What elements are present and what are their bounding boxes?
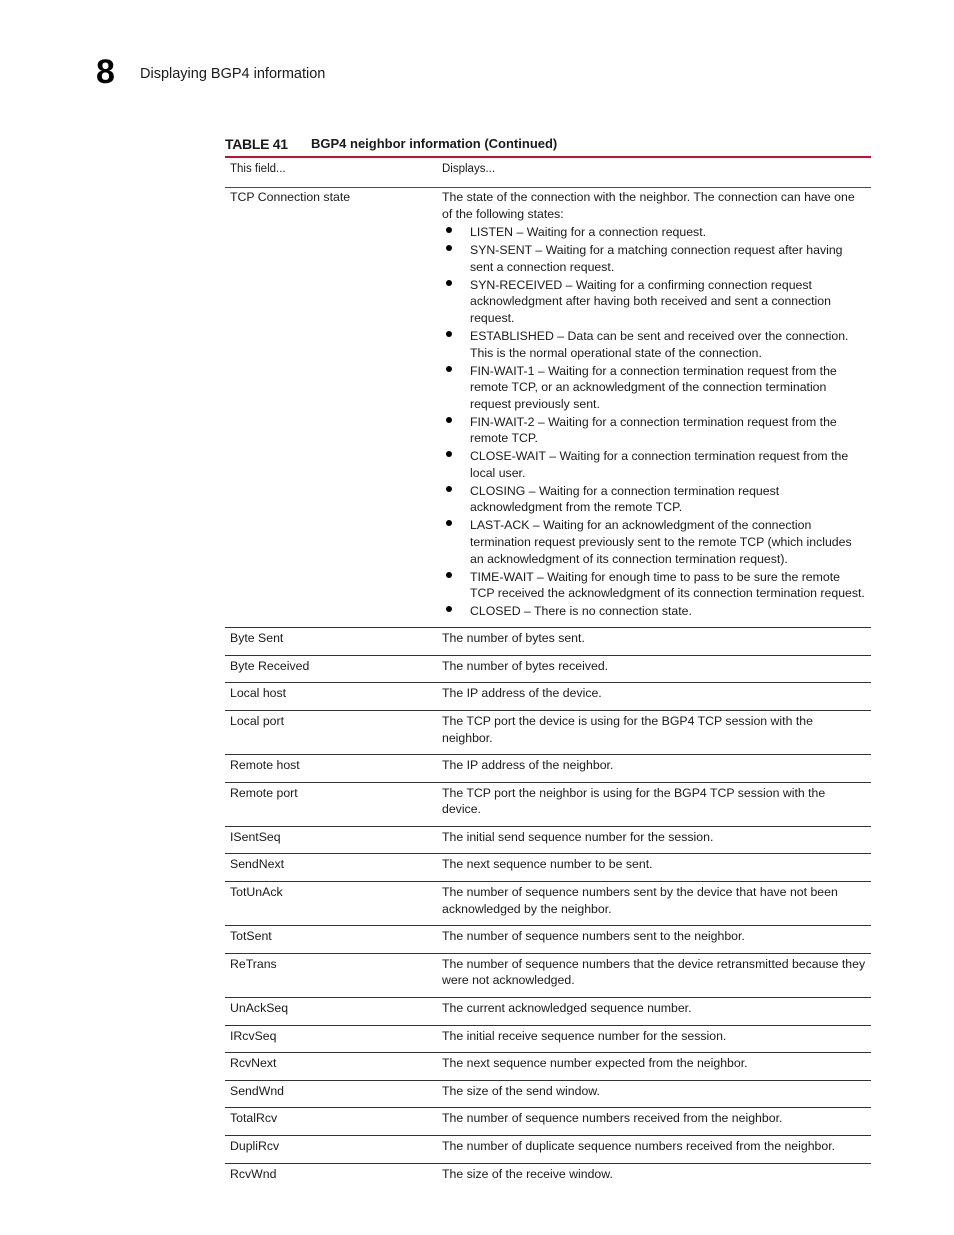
bullet-icon (446, 486, 452, 492)
field-cell: UnAckSeq (225, 998, 437, 1026)
tcp-state-item (442, 328, 866, 361)
tcp-state-text: LAST-ACK – Waiting for an acknowledgment of the connection termination request previously sent to the remote TCP (which includes an acknowledgment of its connection termination request). (470, 518, 852, 566)
description-cell: The IP address of the device. (437, 683, 871, 711)
description-cell: The IP address of the neighbor. (437, 755, 871, 783)
tcp-state-item (442, 277, 866, 327)
table-header-row (225, 158, 871, 188)
table-row (225, 1053, 871, 1081)
field-cell: Local port (225, 710, 437, 754)
table-row (225, 655, 871, 683)
tcp-state-text: FIN-WAIT-1 – Waiting for a connection termination request from the remote TCP, or an acknowledgment of the connection termination request previously sent. (470, 363, 837, 411)
tcp-state-text: ESTABLISHED – Data can be sent and received over the connection. This is the normal operational state of the connection. (470, 328, 849, 360)
description-cell: The number of bytes sent. (437, 628, 871, 656)
field-cell: SendWnd (225, 1080, 437, 1108)
field-cell: DupliRcv (225, 1136, 437, 1164)
description-cell: The initial receive sequence number for the session. (437, 1025, 871, 1053)
table-caption (225, 135, 871, 157)
table-row (225, 998, 871, 1026)
tcp-state-list (442, 224, 866, 620)
tcp-state-intro: The state of the connection with the neighbor. The connection can have one of the following states: (442, 190, 855, 221)
bgp4-neighbor-table (225, 158, 871, 1190)
table-row (225, 953, 871, 997)
bullet-icon (446, 572, 452, 578)
description-cell: The next sequence number to be sent. (437, 854, 871, 882)
description-cell: The number of duplicate sequence numbers received from the neighbor. (437, 1136, 871, 1164)
tcp-state-item (442, 363, 866, 413)
tcp-state-text: TIME-WAIT – Waiting for enough time to pass to be sure the remote TCP received the acknowledgment of its connection termination request. (470, 569, 865, 601)
tcp-state-item (442, 569, 866, 602)
bullet-icon (446, 520, 452, 526)
table-row (225, 683, 871, 711)
tcp-state-item (442, 483, 866, 516)
column-header-field: This field... (225, 158, 437, 188)
table-row (225, 1163, 871, 1190)
tcp-state-text: CLOSED – There is no connection state. (470, 604, 692, 619)
tcp-state-item (442, 448, 866, 481)
field-cell: Remote host (225, 755, 437, 783)
field-cell: Remote port (225, 782, 437, 826)
description-cell: The next sequence number expected from the neighbor. (437, 1053, 871, 1081)
tcp-state-item (442, 242, 866, 275)
field-cell: ReTrans (225, 953, 437, 997)
tcp-state-item (442, 414, 866, 447)
field-cell: Local host (225, 683, 437, 711)
description-cell: The number of sequence numbers sent to the neighbor. (437, 926, 871, 954)
bullet-icon (446, 331, 452, 337)
tcp-state-text: CLOSE-WAIT – Waiting for a connection termination request from the local user. (470, 449, 849, 480)
description-cell: The TCP port the device is using for the BGP4 TCP session with the neighbor. (437, 710, 871, 754)
chapter-title: Displaying BGP4 information (140, 66, 326, 82)
chapter-number: 8 (96, 53, 115, 91)
table-row (225, 628, 871, 656)
description-cell: The size of the send window. (437, 1080, 871, 1108)
table-row (225, 854, 871, 882)
bullet-icon (446, 606, 452, 612)
table-row (225, 926, 871, 954)
table-row (225, 1080, 871, 1108)
table-row (225, 882, 871, 926)
field-cell: Byte Sent (225, 628, 437, 656)
field-cell: TCP Connection state (225, 188, 437, 628)
table-title: BGP4 neighbor information (Continued) (311, 136, 558, 151)
field-cell: RcvWnd (230, 1166, 277, 1181)
tcp-state-item (442, 603, 866, 620)
table-row (225, 1136, 871, 1164)
field-cell: TotUnAck (225, 882, 437, 926)
bullet-icon (446, 417, 452, 423)
tcp-state-text: CLOSING – Waiting for a connection termination request acknowledgment from the remote TCP. (470, 483, 780, 515)
description-cell: The current acknowledged sequence number. (437, 998, 871, 1026)
field-cell: TotSent (225, 926, 437, 954)
description-cell: The number of sequence numbers sent by the device that have not been acknowledged by the neighbor. (437, 882, 871, 926)
field-cell: IRcvSeq (225, 1025, 437, 1053)
description-cell: The TCP port the neighbor is using for the BGP4 TCP session with the device. (437, 782, 871, 826)
table-row (225, 1025, 871, 1053)
field-cell: SendNext (225, 854, 437, 882)
field-cell: TotalRcv (225, 1108, 437, 1136)
table-row (225, 755, 871, 783)
tcp-state-text: SYN-RECEIVED – Waiting for a confirming connection request acknowledgment after having both received and sent a connection request. (470, 277, 831, 325)
tcp-state-text: LISTEN – Waiting for a connection request. (470, 225, 707, 240)
bullet-icon (446, 366, 452, 372)
description-cell: The number of sequence numbers that the device retransmitted because they were not acknowledged. (437, 953, 871, 997)
table-row (225, 826, 871, 854)
table-label: TABLE 41 (225, 136, 288, 152)
bullet-icon (446, 451, 452, 457)
column-header-displays: Displays... (437, 158, 871, 188)
table-row (225, 1108, 871, 1136)
table-row (225, 188, 871, 628)
tcp-state-text: SYN-SENT – Waiting for a matching connection request after having sent a connection request. (470, 243, 843, 274)
field-cell: Byte Received (225, 655, 437, 683)
bullet-icon (446, 227, 452, 233)
table-row (225, 782, 871, 826)
description-cell (437, 188, 871, 628)
description-cell: The initial send sequence number for the session. (437, 826, 871, 854)
tcp-state-item (442, 224, 866, 241)
field-cell: RcvNext (225, 1053, 437, 1081)
description-cell: The number of bytes received. (437, 655, 871, 683)
bullet-icon (446, 245, 452, 251)
description-cell: The size of the receive window. (442, 1166, 613, 1181)
tcp-state-text: FIN-WAIT-2 – Waiting for a connection termination request from the remote TCP. (470, 414, 837, 446)
table-row (225, 710, 871, 754)
tcp-state-item (442, 517, 866, 567)
description-cell: The number of sequence numbers received from the neighbor. (437, 1108, 871, 1136)
field-cell: ISentSeq (225, 826, 437, 854)
bullet-icon (446, 280, 452, 286)
